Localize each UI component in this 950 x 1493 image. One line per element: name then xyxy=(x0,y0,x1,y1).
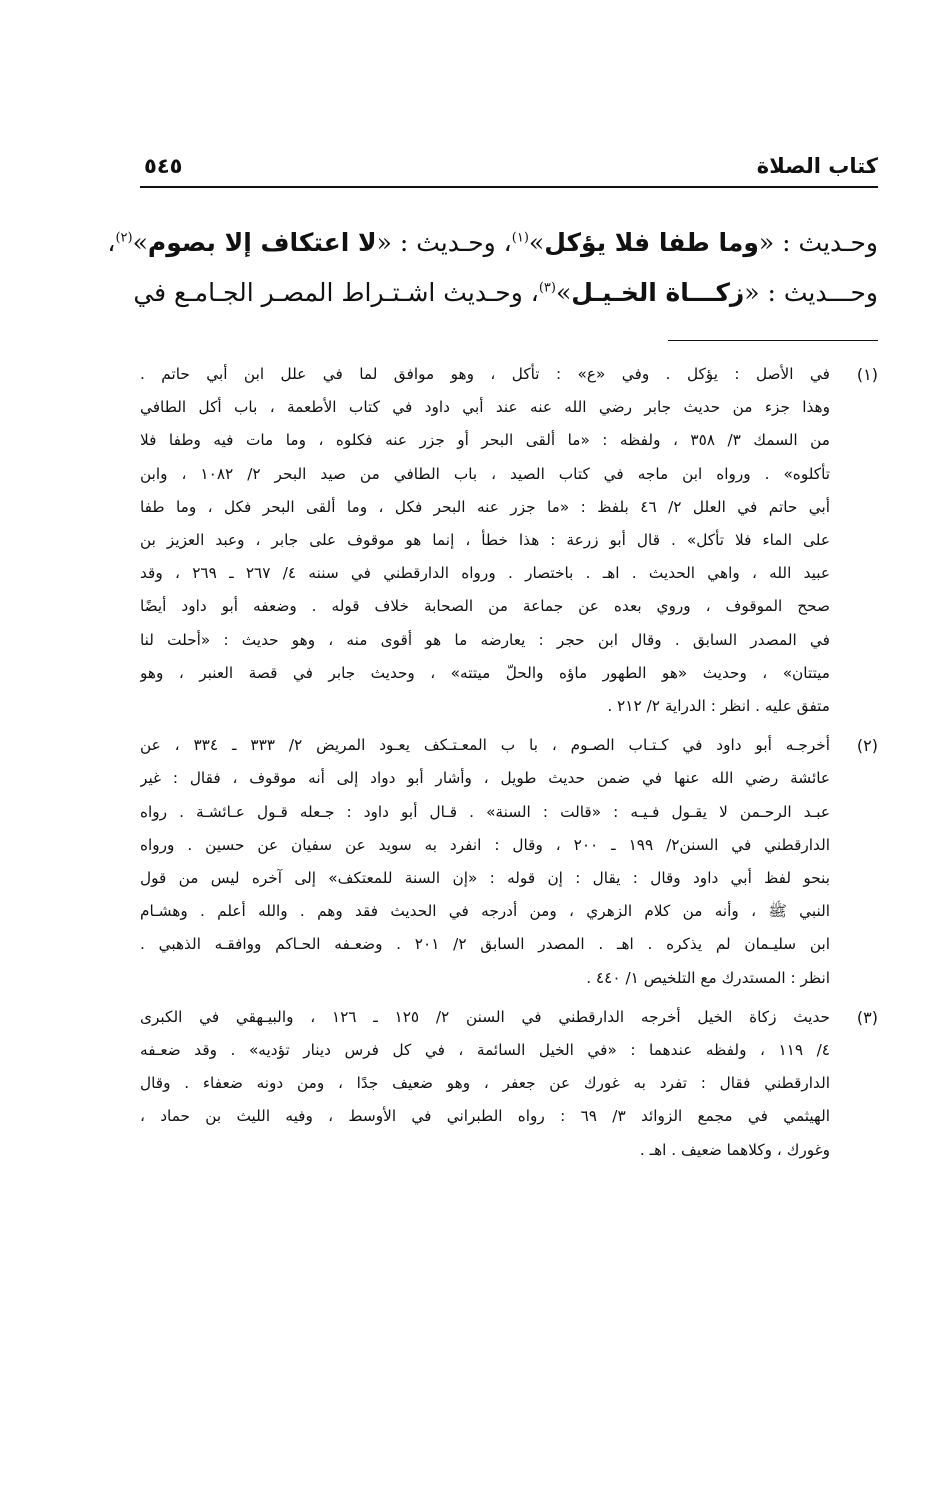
footnote-line: الدارقطني في السنن٢/ ١٩٩ ـ ٢٠٠ ، وقال : انفرد به سويد عن سفيان عن حسين . ورواه xyxy=(140,835,830,854)
footnote-number: (١) xyxy=(856,365,878,384)
footnote-line: وهذا جزء من حديث جابر رضي الله عنه عند أبي داود في كتاب الأطعمة ، باب أكل الطافي xyxy=(140,398,830,417)
footnote-line: انظر : المستدرك مع التلخيص ١/ ٤٤٠ . xyxy=(586,968,830,987)
footnote-number: (٢) xyxy=(856,736,878,756)
footnote-line: النبي ﷺ ، وأنه من كلام الزهري ، ومن أدرجه في الحديث فقد وهم . والله أعلم . وهشـام xyxy=(140,902,830,921)
footnote-line: أخرجـه أبو داود في كـتـاب الصـوم ، با ب المعـتـكف يعـود المريض ٢/ ٣٣٣ ـ ٣٣٤ ، عن xyxy=(140,736,830,755)
footnote-2 xyxy=(140,729,878,995)
running-title: كتاب الصلاة xyxy=(756,154,878,178)
footnote-number: (٣) xyxy=(856,1007,878,1027)
footnote-line: عائشة رضي الله عنها في ضمن حديث طويل ، وأشار أبو دواد إلى أنه موقوف ، فقال : غير xyxy=(140,769,830,788)
footnote-line: وغورك ، وكلاهما ضعيف . اهـ . xyxy=(639,1140,830,1159)
footnote-line: عبيد الله ، واهي الحديث . اهـ . باختصار . ورواه الدارقطني في سننه ٤/ ٢٦٧ ـ ٢٦٩ ، وقد xyxy=(140,564,830,583)
footnote-line: الدارقطني فقال : تفرد به غورك عن جعفر ، وهو ضعيف جدًا ، ومن دونه ضعفاء . وقال xyxy=(140,1074,830,1093)
main-text-line-1: وحـديث : «وما طفا فلا يؤكل»$^{(١)}$، وحـديث : «لا اعتكاف إلا بصوم»$^{(٢)}$، xyxy=(107,228,878,257)
footnote-line: متفق عليه . انظر : الدراية ٢/ ٢١٢ . xyxy=(607,697,830,716)
footnote-3 xyxy=(140,1001,878,1167)
footnote-ref-2[interactable]: (٢) xyxy=(115,230,133,246)
footnote-line: ابن سليـمان لم يذكره . اهـ . المصدر السابق ٢/ ٢٠١ . وضعـفه الحـاكم ووافقـه الذهبي . xyxy=(140,935,830,954)
quoted-hadith: لا اعتكاف إلا بصوم xyxy=(147,228,377,257)
footnote-line: ميتتان» ، وحديث «هو الطهور ماؤه والحلّ ميتته» ، وحديث جابر في قصة العنبر ، وهو xyxy=(140,663,830,682)
main-text-line-2: وحـــديث : «زكـــاة الخـيـل»$^{(٣)}$، وحـديث اشـتـراط المصـر الجـامـع في xyxy=(133,278,878,307)
footnote-line: حديث زكاة الخيل أخرجه الدارقطني في السنن ٢/ ١٢٥ ـ ١٢٦ ، والبيـهقي في الكبرى xyxy=(140,1007,830,1026)
footnote-line: في الأصل : يؤكل . وفي «ع» : تأكل ، وهو موافق لما في علل ابن أبي حاتم . xyxy=(140,365,830,383)
header-rule xyxy=(140,186,878,188)
footnote-line: ٤/ ١١٩ ، ولفظه عندهما : «في الخيل السائمة ، في كل فرس دينار تؤديه» . وقد ضعـفه xyxy=(140,1041,830,1060)
footnote-line: صحح الموقوف ، وروي بعده عن جماعة من الصحابة خلاف قوله . وضعفه أبو داود أيضًا xyxy=(140,597,830,616)
footnote-separator xyxy=(668,340,878,341)
footnote-line: تأكلوه» . ورواه ابن ماجه في كتاب الصيد ، باب الطافي من صيد البحر ٢/ ١٠٨٢ ، وابن xyxy=(140,464,830,483)
footnote-line: على الماء فلا تأكل» . قال أبو زرعة : هذا خطأ ، إنما هو موقوف على جابر ، وعبد العزيز بن xyxy=(140,531,830,550)
footnote-line: في المصدر السابق . وقال ابن حجر : يعارضه ما هو أقوى منه ، وهو حديث : «أحلت لنا xyxy=(140,630,830,649)
footnotes xyxy=(140,358,878,1173)
footnote-line: من السمك ٣/ ٣٥٨ ، ولفظه : «ما ألقى البحر أو جزر عنه فكلوه ، وما مات فيه وطفا فلا xyxy=(140,431,830,450)
quoted-hadith: زكـــاة الخـيـل xyxy=(571,278,745,307)
footnote-ref-1[interactable]: (١) xyxy=(511,230,529,246)
footnote-line: بنحو لفظ أبي داود وقال : يقال : إن قوله : «إن السنة للمعتكف» إلى آخره ليس من قول xyxy=(140,869,830,888)
footnote-ref-3[interactable]: (٣) xyxy=(538,280,556,296)
footnote-1 xyxy=(140,358,878,723)
footnote-line: الهيثمي في مجمع الزوائد ٣/ ٦٩ : رواه الطبراني في الأوسط ، وفيه الليث بن حماد ، xyxy=(140,1107,830,1126)
quoted-hadith: وما طفا فلا يؤكل xyxy=(544,228,759,257)
page-number: ٥٤٥ xyxy=(144,154,183,178)
footnote-line: أبي حاتم في العلل ٢/ ٤٦ بلفظ : «ما جزر عنه البحر فكل ، وما ألقى البحر فكل ، وما طفا xyxy=(140,497,830,516)
footnote-line: عبـد الرحـمن لا يقـول فـيـه : «قالت : السنة» . قـال أبو داود : جـعله قـول عـائشـة . رواه xyxy=(140,802,830,821)
main-text xyxy=(107,218,878,318)
page-header xyxy=(140,150,878,190)
